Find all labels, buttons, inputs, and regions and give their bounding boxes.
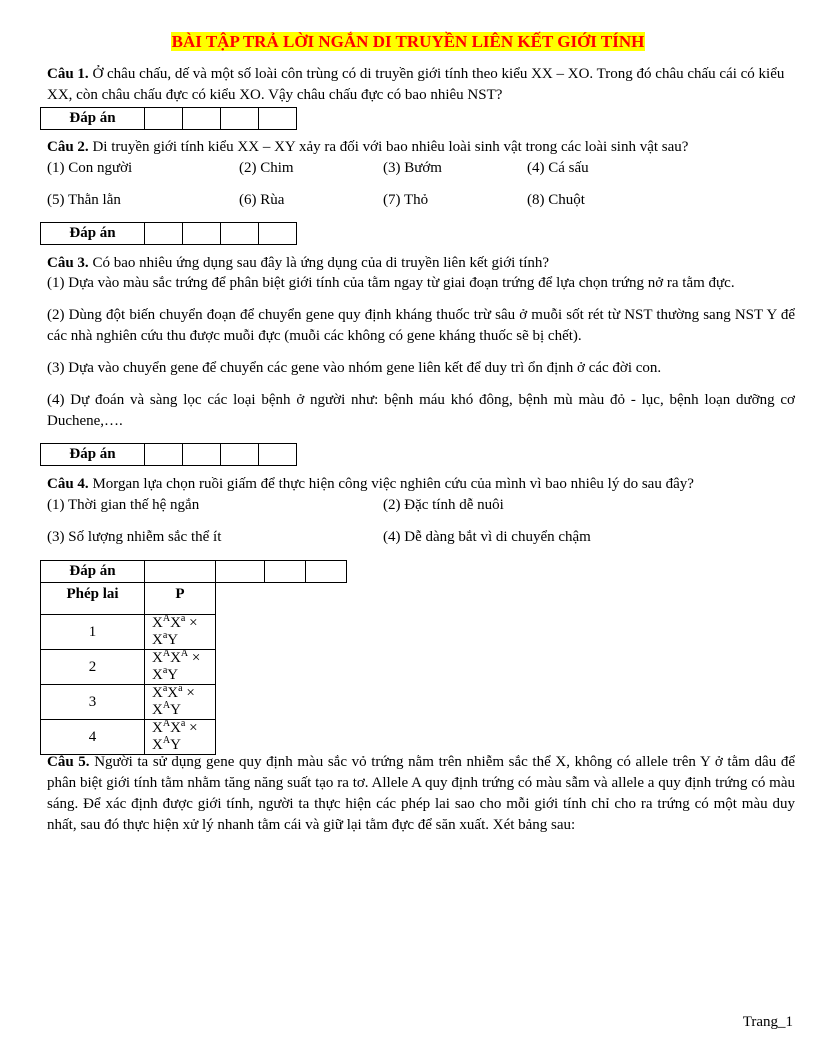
- q2-option: (4) Cá sấu: [527, 160, 589, 176]
- q2-option: (6) Rùa: [239, 192, 285, 208]
- cross-genotype: $X^AX^a \times X^aY$: [145, 615, 216, 650]
- question-3-label: Câu 3.: [47, 255, 89, 271]
- question-3: [47, 253, 795, 274]
- q2-option: (2) Chim: [239, 160, 294, 176]
- question-2-label: Câu 2.: [47, 139, 89, 155]
- answer-table-1: [40, 107, 297, 130]
- answer-box[interactable]: [183, 108, 221, 130]
- answer-label: Đáp án: [41, 223, 145, 245]
- answer-box[interactable]: [216, 561, 265, 583]
- answer-label: Đáp án: [41, 108, 145, 130]
- answer-box[interactable]: [306, 561, 347, 583]
- answer-box[interactable]: [183, 444, 221, 466]
- question-2: [47, 137, 795, 158]
- q2-option: (1) Con người: [47, 160, 133, 176]
- answer-box[interactable]: [221, 444, 259, 466]
- q4-option: (2) Đặc tính dễ nuôi: [383, 497, 504, 513]
- answer-box[interactable]: [145, 108, 183, 130]
- answer-box[interactable]: [145, 223, 183, 245]
- question-4-text: Morgan lựa chọn ruồi giấm để thực hiện công việc nghiên cứu của mình vì bao nhiêu lý do sau đây?: [92, 476, 694, 492]
- question-1-label: Câu 1.: [47, 66, 89, 82]
- answer-box[interactable]: [259, 223, 297, 245]
- question-5-label: Câu 5.: [47, 754, 90, 770]
- cross-header-phep-lai: Phép lai: [41, 583, 145, 615]
- question-2-text: Di truyền giới tính kiểu XX – XY xảy ra đối với bao nhiêu loài sinh vật trong các loài sinh vật sau?: [92, 139, 689, 155]
- answer-box[interactable]: [259, 444, 297, 466]
- answer-box[interactable]: [145, 444, 183, 466]
- question-5: [47, 752, 795, 836]
- answer-box[interactable]: [183, 223, 221, 245]
- q2-option: (3) Bướm: [383, 160, 442, 176]
- cross-genotype: $X^AX^A \times X^aY$: [145, 650, 216, 685]
- cross-row-number: 4: [41, 720, 145, 755]
- cross-row-number: 3: [41, 685, 145, 720]
- question-5-text: Người ta sử dụng gene quy định màu sắc vỏ trứng nằm trên nhiễm sắc thể X, không có allele trên Y ở tằm dâu để phân biệt giới tính tằm nhằm tăng năng suất tạo ra tơ. Allele A quy định trứng có màu sẫm và allele a quy định trứng có màu sáng. Để xác định được giới tính, người ta thực hiện các phép lai sao cho mỗi giới tính chỉ cho ra trứng có một màu duy nhất, sau đó thực hiện xử lý nhanh tằm cái và giữ lại tằm đực để săn xuất. Xét bảng sau:: [47, 754, 795, 833]
- q3-item: (2) Dùng đột biến chuyển đoạn để chuyển gene quy định kháng thuốc trừ sâu ở muỗi sốt rét từ NST thường sang NST Y để các nhà nghiên cứu thu được muỗi đực (muỗi các không có gene kháng thuốc sẽ bị chết).: [47, 307, 795, 344]
- question-4-label: Câu 4.: [47, 476, 89, 492]
- cross-genotype: $X^AX^a \times X^AY$: [145, 720, 216, 755]
- answer-table-3: [40, 443, 297, 466]
- question-1-text: Ở châu chấu, dế và một số loài côn trùng có di truyền giới tính theo kiểu XX – XO. Trong đó châu chấu cái có kiểu XX, còn châu chấu đực có kiểu XO. Vậy châu chấu đực có bao nhiêu NST?: [47, 66, 785, 103]
- answer-table-2: [40, 222, 297, 245]
- cross-table: [40, 560, 347, 755]
- answer-label: Đáp án: [41, 561, 145, 583]
- question-3-text: Có bao nhiêu ứng dụng sau đây là ứng dụng của di truyền liên kết giới tính?: [92, 255, 550, 271]
- q3-item: (4) Dự đoán và sàng lọc các loại bệnh ở người như: bệnh máu khó đông, bệnh mù màu đỏ - lục, bệnh loạn dưỡng cơ Duchene,….: [47, 392, 795, 429]
- question-4: [47, 474, 795, 495]
- q3-item: (3) Dựa vào chuyển gene để chuyển các gene vào nhóm gene liên kết để duy trì ổn định ở các đời con.: [47, 360, 662, 376]
- answer-box[interactable]: [265, 561, 306, 583]
- q4-option: (3) Số lượng nhiễm sắc thể ít: [47, 529, 222, 545]
- cross-row-number: 1: [41, 615, 145, 650]
- answer-box[interactable]: [259, 108, 297, 130]
- answer-box[interactable]: [221, 108, 259, 130]
- answer-box[interactable]: [145, 561, 216, 583]
- question-1: [47, 64, 795, 106]
- page-number: Trang_1: [742, 1014, 793, 1030]
- cross-header-p: P: [145, 583, 216, 615]
- q2-option: (5) Thằn lằn: [47, 192, 121, 208]
- q4-option: (1) Thời gian thế hệ ngắn: [47, 497, 200, 513]
- answer-box[interactable]: [221, 223, 259, 245]
- q4-option: (4) Dễ dàng bắt vì di chuyển chậm: [383, 529, 591, 545]
- cross-genotype: $X^aX^a \times X^AY$: [145, 685, 216, 720]
- document-title: BÀI TẬP TRẢ LỜI NGẮN DI TRUYỀN LIÊN KẾT GIỚI TÍNH: [171, 32, 645, 51]
- cross-row-number: 2: [41, 650, 145, 685]
- q3-item: (1) Dựa vào màu sắc trứng để phân biệt giới tính của tằm ngay từ giai đoạn trứng để lựa chọn trứng nở ra tằm đực.: [47, 275, 735, 291]
- q2-option: (7) Thỏ: [383, 192, 429, 208]
- q2-option: (8) Chuột: [527, 192, 585, 208]
- answer-label: Đáp án: [41, 444, 145, 466]
